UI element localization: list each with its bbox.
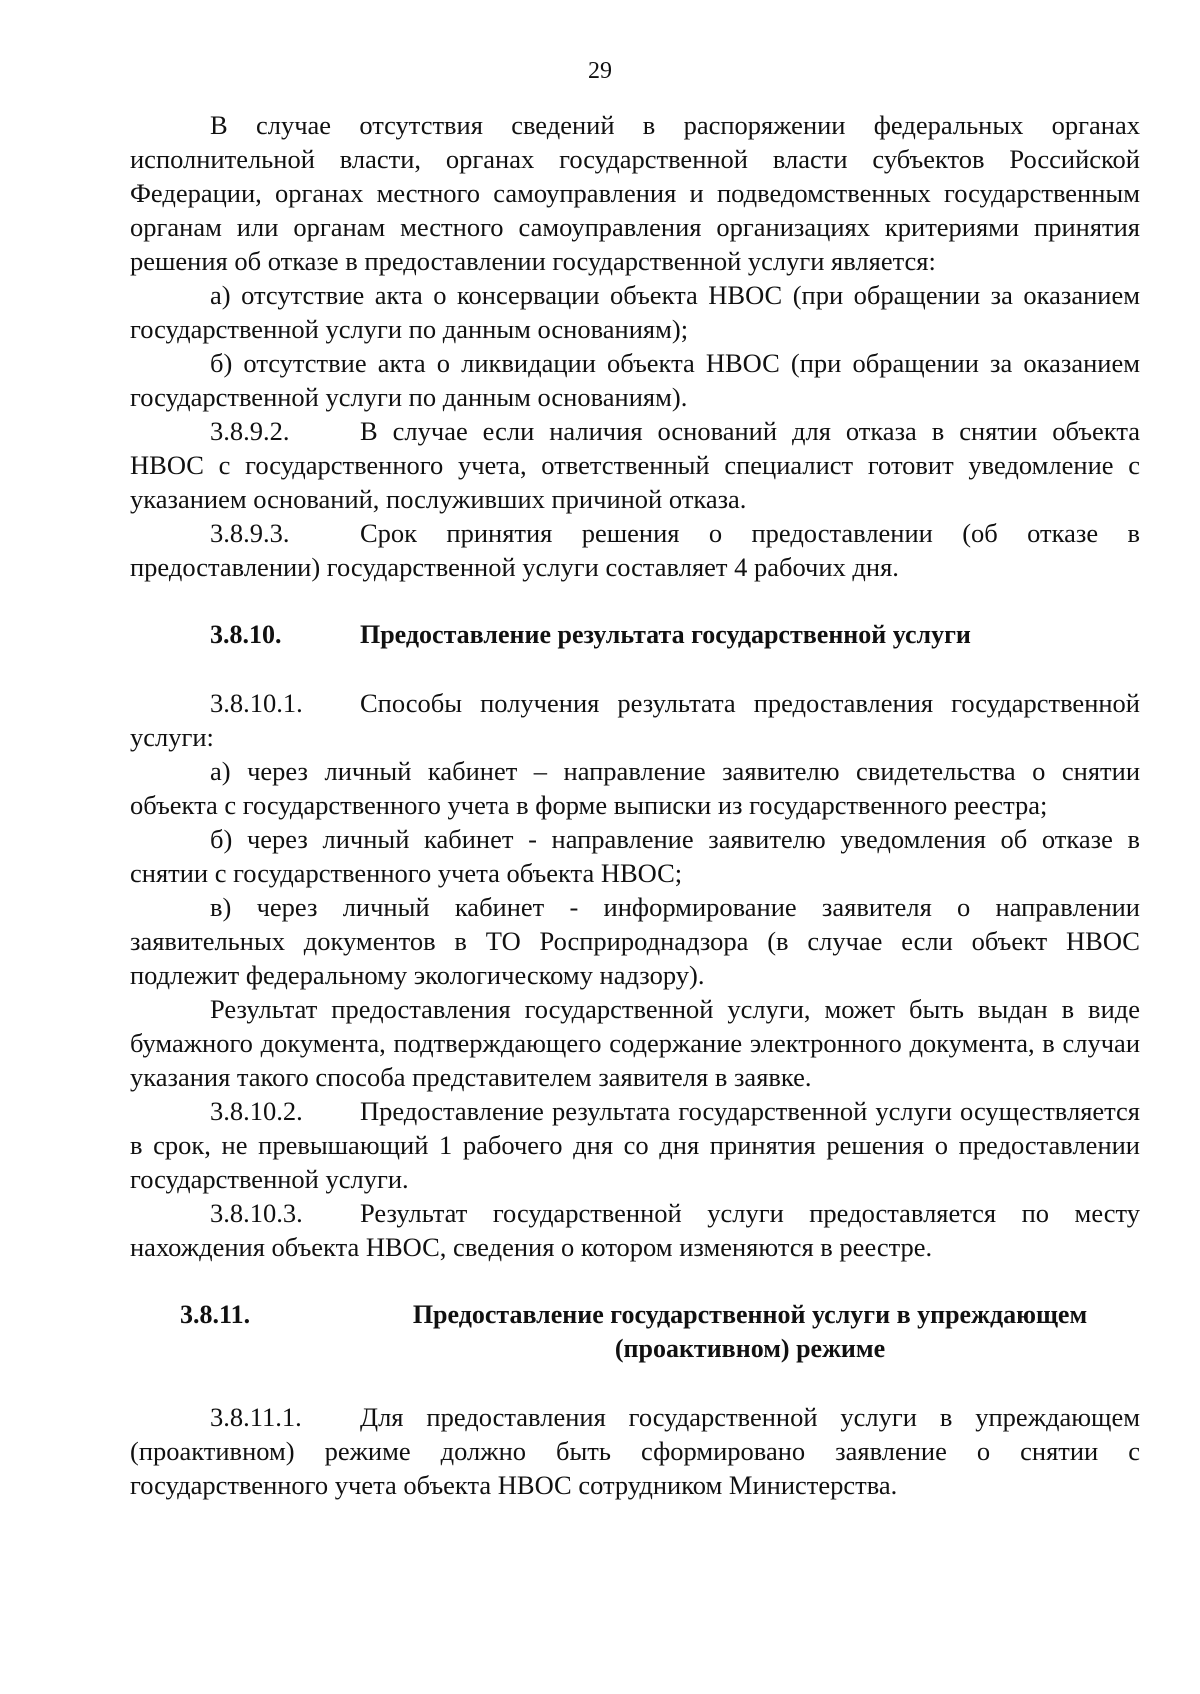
section-number: 3.8.11.	[180, 1300, 251, 1329]
paragraph: б) через личный кабинет - направление заявителю уведомления об отказе в снятии с государственного учета объекта НВОС;	[130, 824, 1140, 888]
clause-number: 3.8.10.3.	[210, 1198, 303, 1228]
section-heading	[130, 618, 1140, 652]
paragraph	[130, 414, 1140, 516]
clause-number: 3.8.11.1.	[210, 1402, 302, 1432]
clause-text: В случае если наличия оснований для отказа в снятии объекта НВОС с государственного учета, ответственный специалист готовит уведомление с указанием оснований, послуживших причиной отказа.	[130, 416, 1140, 514]
paragraph	[130, 516, 1140, 584]
section-heading	[130, 1298, 1140, 1366]
clause-text: Предоставление результата государственной услуги осуществляется в срок, не превышающий 1 рабочего дня со дня принятия решения о предоставлении государственной услуги.	[130, 1096, 1140, 1194]
clause-text: Способы получения результата предоставления государственной услуги:	[130, 688, 1140, 752]
section-number: 3.8.10.	[210, 620, 282, 649]
page-number: 29	[588, 58, 612, 84]
paragraph: б) отсутствие акта о ликвидации объекта НВОС (при обращении за оказанием государственной услуги по данным основаниям).	[130, 348, 1140, 412]
clause-text: Результат государственной услуги предоставляется по месту нахождения объекта НВОС, сведения о котором изменяются в реестре.	[130, 1198, 1140, 1262]
paragraph	[130, 1196, 1140, 1264]
clause-number: 3.8.10.2.	[210, 1096, 303, 1126]
clause-text: Для предоставления государственной услуги в упреждающем (проактивном) режиме должно быть сформировано заявление о снятии с государственного учета объекта НВОС сотрудником Министерства.	[130, 1402, 1140, 1500]
paragraph	[130, 686, 1140, 754]
clause-number: 3.8.9.3.	[210, 518, 290, 548]
paragraph: а) отсутствие акта о консервации объекта НВОС (при обращении за оказанием государственной услуги по данным основаниям);	[130, 280, 1140, 344]
paragraph: В случае отсутствия сведений в распоряжении федеральных органах исполнительной власти, органах государственной власти субъектов Российской Федерации, органах местного самоуправления и подведомственных государственным органам или органам местного самоуправления организациях критериями принятия решения об отказе в предоставлении государственной услуги является:	[130, 110, 1140, 276]
section-title: Предоставление государственной услуги в упреждающем (проактивном) режиме	[412, 1300, 1088, 1363]
clause-text: Срок принятия решения о предоставлении (об отказе в предоставлении) государственной услуги составляет 4 рабочих дня.	[130, 518, 1140, 582]
section-title: Предоставление результата государственной услуги	[360, 620, 971, 649]
paragraph: Результат предоставления государственной услуги, может быть выдан в виде бумажного документа, подтверждающего содержание электронного документа, в случаи указания такого способа представителем заявителя в заявке.	[130, 994, 1140, 1092]
paragraph	[130, 1400, 1140, 1502]
clause-number: 3.8.10.1.	[210, 688, 303, 718]
paragraph: в) через личный кабинет - информирование заявителя о направлении заявительных документов в ТО Росприроднадзора (в случае если объект НВОС подлежит федеральному экологическому надзору).	[130, 892, 1140, 990]
paragraph: а) через личный кабинет – направление заявителю свидетельства о снятии объекта с государственного учета в форме выписки из государственного реестра;	[130, 756, 1140, 820]
clause-number: 3.8.9.2.	[210, 416, 290, 446]
paragraph	[130, 1094, 1140, 1196]
document-body	[130, 108, 1140, 1502]
